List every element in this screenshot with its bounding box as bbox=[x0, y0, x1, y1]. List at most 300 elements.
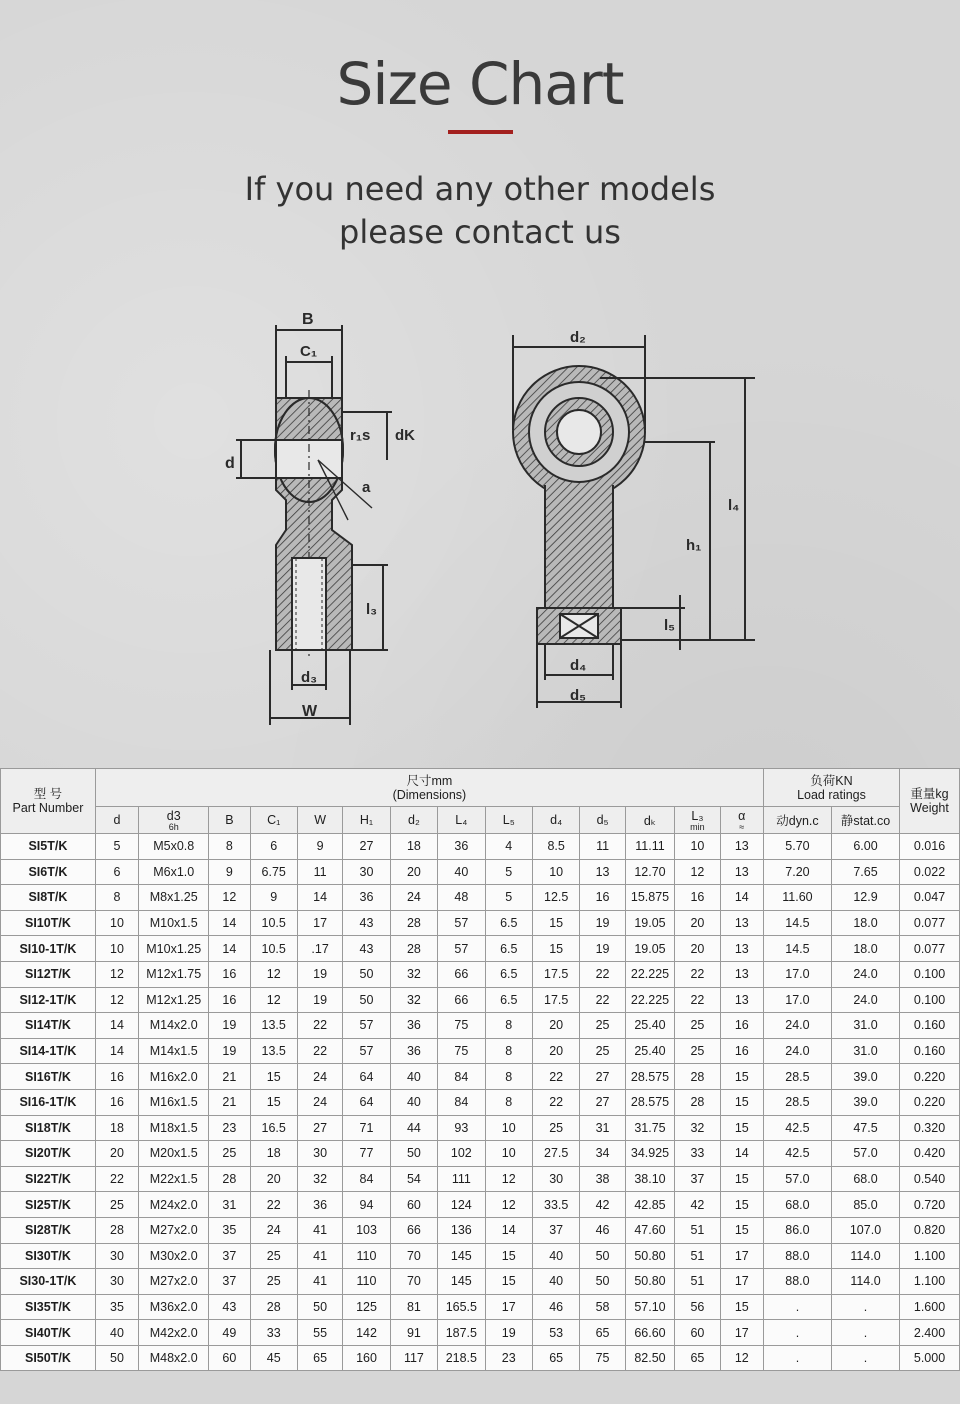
table-cell: 10 bbox=[95, 910, 138, 936]
table-cell: 57.0 bbox=[831, 1141, 899, 1167]
table-cell: 21 bbox=[209, 1089, 250, 1115]
table-cell: 12 bbox=[720, 1345, 763, 1371]
table-cell: 103 bbox=[343, 1217, 390, 1243]
label-l4: l₄ bbox=[728, 497, 740, 514]
table-cell: 40 bbox=[390, 1089, 437, 1115]
table-cell: 13 bbox=[720, 961, 763, 987]
table-cell: 24 bbox=[250, 1217, 297, 1243]
header-weight: 重量kg Weight bbox=[900, 769, 960, 834]
table-cell: 0.720 bbox=[900, 1192, 960, 1218]
table-row bbox=[1, 1141, 960, 1167]
table-cell: 12 bbox=[675, 859, 720, 885]
part-number-cell: SI50T/K bbox=[1, 1345, 96, 1371]
table-cell: M24x2.0 bbox=[139, 1192, 209, 1218]
table-cell: 37 bbox=[209, 1269, 250, 1295]
table-row bbox=[1, 859, 960, 885]
table-cell: 43 bbox=[343, 936, 390, 962]
table-cell: 57 bbox=[343, 1013, 390, 1039]
table-cell: 50.80 bbox=[625, 1269, 674, 1295]
table-cell: 124 bbox=[438, 1192, 485, 1218]
label-W: W bbox=[302, 703, 318, 720]
table-cell: 14.5 bbox=[763, 936, 831, 962]
table-cell: 64 bbox=[343, 1064, 390, 1090]
table-cell: 8.5 bbox=[532, 834, 579, 860]
table-cell: 71 bbox=[343, 1115, 390, 1141]
table-cell: 35 bbox=[95, 1294, 138, 1320]
table-cell: 16 bbox=[720, 1038, 763, 1064]
table-cell: 66 bbox=[390, 1217, 437, 1243]
table-cell: 31.0 bbox=[831, 1038, 899, 1064]
table-row bbox=[1, 885, 960, 911]
col-d3: d3 6h bbox=[139, 807, 209, 834]
table-cell: 7.65 bbox=[831, 859, 899, 885]
table-cell: 84 bbox=[343, 1166, 390, 1192]
part-number-cell: SI14-1T/K bbox=[1, 1038, 96, 1064]
table-cell: 75 bbox=[580, 1345, 625, 1371]
table-cell: 38.10 bbox=[625, 1166, 674, 1192]
table-cell: 33.5 bbox=[532, 1192, 579, 1218]
table-cell: 19.05 bbox=[625, 936, 674, 962]
table-cell: 34.925 bbox=[625, 1141, 674, 1167]
table-cell: 94 bbox=[343, 1192, 390, 1218]
table-cell: 107.0 bbox=[831, 1217, 899, 1243]
label-h1: h₁ bbox=[686, 537, 702, 554]
table-cell: 28.575 bbox=[625, 1089, 674, 1115]
header-load-ratings: 负荷KN Load ratings bbox=[763, 769, 899, 807]
table-cell: 102 bbox=[438, 1141, 485, 1167]
table-cell: . bbox=[831, 1345, 899, 1371]
table-cell: 44 bbox=[390, 1115, 437, 1141]
table-cell: 57.0 bbox=[763, 1166, 831, 1192]
table-cell: 22 bbox=[675, 987, 720, 1013]
table-cell: 30 bbox=[95, 1243, 138, 1269]
table-cell: 24.0 bbox=[831, 961, 899, 987]
table-cell: 53 bbox=[532, 1320, 579, 1346]
table-cell: 0.320 bbox=[900, 1115, 960, 1141]
table-cell: 110 bbox=[343, 1269, 390, 1295]
table-cell: 5 bbox=[485, 859, 532, 885]
table-cell: 32 bbox=[390, 961, 437, 987]
table-cell: 30 bbox=[343, 859, 390, 885]
table-cell: 145 bbox=[438, 1269, 485, 1295]
table-cell: 114.0 bbox=[831, 1243, 899, 1269]
table-cell: 9 bbox=[297, 834, 342, 860]
label-l3: l₃ bbox=[366, 601, 378, 618]
table-cell: 46 bbox=[532, 1294, 579, 1320]
table-cell: 13 bbox=[580, 859, 625, 885]
table-cell: 0.160 bbox=[900, 1038, 960, 1064]
table-cell: 60 bbox=[390, 1192, 437, 1218]
table-cell: 48 bbox=[438, 885, 485, 911]
table-cell: 27 bbox=[343, 834, 390, 860]
page-subtitle bbox=[0, 168, 960, 254]
label-d4: d₄ bbox=[570, 657, 587, 674]
table-cell: 15 bbox=[720, 1192, 763, 1218]
part-number-cell: SI5T/K bbox=[1, 834, 96, 860]
table-cell: 21 bbox=[209, 1064, 250, 1090]
table-cell: 20 bbox=[390, 859, 437, 885]
table-cell: 41 bbox=[297, 1269, 342, 1295]
table-cell: 0.220 bbox=[900, 1089, 960, 1115]
table-cell: 24 bbox=[297, 1089, 342, 1115]
table-cell: 0.220 bbox=[900, 1064, 960, 1090]
table-cell: 0.016 bbox=[900, 834, 960, 860]
header-dimensions: 尺寸mm (Dimensions) bbox=[95, 769, 763, 807]
part-number-cell: SI30-1T/K bbox=[1, 1269, 96, 1295]
table-cell: 20 bbox=[532, 1013, 579, 1039]
table-cell: 43 bbox=[343, 910, 390, 936]
table-cell: 28.5 bbox=[763, 1089, 831, 1115]
col-H1: H₁ bbox=[343, 807, 390, 834]
table-cell: 37 bbox=[209, 1243, 250, 1269]
table-cell: M22x1.5 bbox=[139, 1166, 209, 1192]
table-cell: 15 bbox=[720, 1064, 763, 1090]
part-number-cell: SI10T/K bbox=[1, 910, 96, 936]
table-cell: 22 bbox=[95, 1166, 138, 1192]
table-cell: 17.0 bbox=[763, 987, 831, 1013]
table-cell: 17 bbox=[720, 1269, 763, 1295]
table-cell: 22 bbox=[580, 961, 625, 987]
table-cell: 22 bbox=[297, 1013, 342, 1039]
table-cell: . bbox=[763, 1320, 831, 1346]
table-cell: 81 bbox=[390, 1294, 437, 1320]
label-l5: l₅ bbox=[664, 617, 676, 634]
col-dk: dₖ bbox=[625, 807, 674, 834]
table-cell: 85.0 bbox=[831, 1192, 899, 1218]
table-cell: 70 bbox=[390, 1243, 437, 1269]
table-cell: 17 bbox=[720, 1243, 763, 1269]
table-body bbox=[1, 834, 960, 1371]
table-cell: 7.20 bbox=[763, 859, 831, 885]
table-cell: 28 bbox=[250, 1294, 297, 1320]
table-cell: 16 bbox=[580, 885, 625, 911]
table-cell: M27x2.0 bbox=[139, 1269, 209, 1295]
col-d: d bbox=[95, 807, 138, 834]
table-cell: 10 bbox=[485, 1141, 532, 1167]
table-cell: 88.0 bbox=[763, 1243, 831, 1269]
part-number-cell: SI16T/K bbox=[1, 1064, 96, 1090]
table-row bbox=[1, 1166, 960, 1192]
col-d2: d₂ bbox=[390, 807, 437, 834]
table-cell: 0.077 bbox=[900, 936, 960, 962]
label-a: a bbox=[362, 479, 371, 496]
table-cell: 0.100 bbox=[900, 961, 960, 987]
col-B: B bbox=[209, 807, 250, 834]
table-cell: 22 bbox=[250, 1192, 297, 1218]
col-alpha: α ≈ bbox=[720, 807, 763, 834]
table-cell: 51 bbox=[675, 1243, 720, 1269]
table-cell: 16 bbox=[95, 1089, 138, 1115]
table-cell: M18x1.5 bbox=[139, 1115, 209, 1141]
table-cell: 27 bbox=[297, 1115, 342, 1141]
table-cell: 31 bbox=[580, 1115, 625, 1141]
table-cell: 39.0 bbox=[831, 1064, 899, 1090]
table-cell: . bbox=[763, 1294, 831, 1320]
table-cell: 15 bbox=[532, 910, 579, 936]
table-cell: 0.077 bbox=[900, 910, 960, 936]
part-number-cell: SI40T/K bbox=[1, 1320, 96, 1346]
table-cell: 65 bbox=[675, 1345, 720, 1371]
table-cell: 10.5 bbox=[250, 936, 297, 962]
table-cell: 111 bbox=[438, 1166, 485, 1192]
table-cell: 50 bbox=[343, 961, 390, 987]
part-number-cell: SI35T/K bbox=[1, 1294, 96, 1320]
table-cell: 31 bbox=[209, 1192, 250, 1218]
table-cell: 6.5 bbox=[485, 987, 532, 1013]
col-d4: d₄ bbox=[532, 807, 579, 834]
table-cell: 13 bbox=[720, 910, 763, 936]
table-cell: 0.022 bbox=[900, 859, 960, 885]
table-cell: 37 bbox=[532, 1217, 579, 1243]
table-cell: 5 bbox=[485, 885, 532, 911]
table-cell: 45 bbox=[250, 1345, 297, 1371]
table-cell: 28 bbox=[390, 910, 437, 936]
table-cell: 19 bbox=[485, 1320, 532, 1346]
table-cell: 25.40 bbox=[625, 1038, 674, 1064]
table-cell: M20x1.5 bbox=[139, 1141, 209, 1167]
table-row bbox=[1, 1013, 960, 1039]
table-cell: 6 bbox=[95, 859, 138, 885]
table-cell: 40 bbox=[438, 859, 485, 885]
table-cell: 15 bbox=[532, 936, 579, 962]
table-cell: 18.0 bbox=[831, 936, 899, 962]
table-cell: M42x2.0 bbox=[139, 1320, 209, 1346]
part-number-cell: SI18T/K bbox=[1, 1115, 96, 1141]
table-cell: 13 bbox=[720, 987, 763, 1013]
table-cell: 47.60 bbox=[625, 1217, 674, 1243]
col-d5: d₅ bbox=[580, 807, 625, 834]
table-cell: 10.5 bbox=[250, 910, 297, 936]
table-cell: 23 bbox=[485, 1345, 532, 1371]
table-cell: 28 bbox=[95, 1217, 138, 1243]
table-cell: 12.9 bbox=[831, 885, 899, 911]
table-cell: 0.100 bbox=[900, 987, 960, 1013]
table-cell: 28.5 bbox=[763, 1064, 831, 1090]
table-cell: 65 bbox=[297, 1345, 342, 1371]
table-cell: 15 bbox=[720, 1294, 763, 1320]
table-cell: 19 bbox=[297, 987, 342, 1013]
table-cell: 42.5 bbox=[763, 1115, 831, 1141]
table-cell: 8 bbox=[209, 834, 250, 860]
table-cell: 77 bbox=[343, 1141, 390, 1167]
table-cell: 25 bbox=[675, 1038, 720, 1064]
table-cell: M16x2.0 bbox=[139, 1064, 209, 1090]
table-cell: 8 bbox=[485, 1064, 532, 1090]
table-cell: 40 bbox=[532, 1269, 579, 1295]
table-cell: 24 bbox=[390, 885, 437, 911]
table-cell: 50 bbox=[580, 1243, 625, 1269]
table-cell: 25 bbox=[580, 1013, 625, 1039]
table-cell: 23 bbox=[209, 1115, 250, 1141]
table-cell: 2.400 bbox=[900, 1320, 960, 1346]
table-row bbox=[1, 961, 960, 987]
table-cell: 50 bbox=[297, 1294, 342, 1320]
table-cell: 165.5 bbox=[438, 1294, 485, 1320]
label-C1: C₁ bbox=[300, 343, 318, 360]
label-r1s: r₁s bbox=[350, 427, 371, 444]
table-cell: 19 bbox=[209, 1013, 250, 1039]
table-cell: 75 bbox=[438, 1038, 485, 1064]
table-cell: 36 bbox=[438, 834, 485, 860]
table-cell: 4 bbox=[485, 834, 532, 860]
table-cell: 46 bbox=[580, 1217, 625, 1243]
table-cell: 16.5 bbox=[250, 1115, 297, 1141]
part-number-cell: SI25T/K bbox=[1, 1192, 96, 1218]
table-cell: M27x2.0 bbox=[139, 1217, 209, 1243]
table-cell: 42 bbox=[580, 1192, 625, 1218]
table-cell: .17 bbox=[297, 936, 342, 962]
table-cell: 28 bbox=[675, 1089, 720, 1115]
label-d3: d₃ bbox=[301, 669, 318, 686]
col-W: W bbox=[297, 807, 342, 834]
table-cell: 8 bbox=[485, 1038, 532, 1064]
table-cell: 50 bbox=[343, 987, 390, 1013]
table-cell: M12x1.25 bbox=[139, 987, 209, 1013]
table-cell: 8 bbox=[95, 885, 138, 911]
table-cell: 142 bbox=[343, 1320, 390, 1346]
table-cell: 14.5 bbox=[763, 910, 831, 936]
table-cell: 18 bbox=[250, 1141, 297, 1167]
table-cell: 32 bbox=[297, 1166, 342, 1192]
table-cell: 25 bbox=[250, 1269, 297, 1295]
table-cell: 22 bbox=[532, 1064, 579, 1090]
table-cell: 0.820 bbox=[900, 1217, 960, 1243]
label-dK: dK bbox=[395, 427, 415, 444]
table-row bbox=[1, 834, 960, 860]
table-cell: 6 bbox=[250, 834, 297, 860]
table-cell: 16 bbox=[95, 1064, 138, 1090]
table-cell: 13.5 bbox=[250, 1013, 297, 1039]
part-number-cell: SI16-1T/K bbox=[1, 1089, 96, 1115]
table-cell: 22.225 bbox=[625, 961, 674, 987]
table-cell: 41 bbox=[297, 1217, 342, 1243]
table-cell: 14 bbox=[209, 936, 250, 962]
table-cell: . bbox=[831, 1320, 899, 1346]
table-cell: 28.575 bbox=[625, 1064, 674, 1090]
table-cell: 50 bbox=[390, 1141, 437, 1167]
table-cell: 24 bbox=[297, 1064, 342, 1090]
table-cell: 51 bbox=[675, 1217, 720, 1243]
table-cell: 18 bbox=[95, 1115, 138, 1141]
table-cell: M5x0.8 bbox=[139, 834, 209, 860]
table-cell: 49 bbox=[209, 1320, 250, 1346]
table-cell: 12 bbox=[250, 987, 297, 1013]
table-cell: 24.0 bbox=[831, 987, 899, 1013]
table-cell: M10x1.25 bbox=[139, 936, 209, 962]
table-cell: 16 bbox=[209, 987, 250, 1013]
table-cell: 31.0 bbox=[831, 1013, 899, 1039]
table-cell: 18 bbox=[390, 834, 437, 860]
table-cell: 13.5 bbox=[250, 1038, 297, 1064]
table-cell: 14 bbox=[485, 1217, 532, 1243]
table-cell: 40 bbox=[95, 1320, 138, 1346]
table-cell: 66 bbox=[438, 961, 485, 987]
part-number-cell: SI20T/K bbox=[1, 1141, 96, 1167]
label-d: d bbox=[225, 455, 235, 472]
table-cell: 6.00 bbox=[831, 834, 899, 860]
label-d5: d₅ bbox=[570, 687, 587, 704]
size-chart-table bbox=[0, 768, 960, 1371]
table-cell: 14 bbox=[297, 885, 342, 911]
table-cell: 6.5 bbox=[485, 910, 532, 936]
table-cell: M30x2.0 bbox=[139, 1243, 209, 1269]
table-cell: 42.5 bbox=[763, 1141, 831, 1167]
table-cell: 34 bbox=[580, 1141, 625, 1167]
table-cell: 22.225 bbox=[625, 987, 674, 1013]
table-cell: 30 bbox=[532, 1166, 579, 1192]
table-cell: 40 bbox=[532, 1243, 579, 1269]
table-cell: 15 bbox=[485, 1269, 532, 1295]
table-cell: 27 bbox=[580, 1064, 625, 1090]
table-cell: M14x2.0 bbox=[139, 1013, 209, 1039]
table-cell: 82.50 bbox=[625, 1345, 674, 1371]
table-cell: 25 bbox=[580, 1038, 625, 1064]
table-cell: 50 bbox=[580, 1269, 625, 1295]
table-cell: 19 bbox=[580, 910, 625, 936]
table-cell: 22 bbox=[580, 987, 625, 1013]
table-cell: M8x1.25 bbox=[139, 885, 209, 911]
table-cell: 13 bbox=[720, 859, 763, 885]
table-cell: 57 bbox=[438, 910, 485, 936]
table-cell: 66.60 bbox=[625, 1320, 674, 1346]
table-cell: 57 bbox=[438, 936, 485, 962]
col-L4: L₄ bbox=[438, 807, 485, 834]
table-cell: 57 bbox=[343, 1038, 390, 1064]
table-cell: 13 bbox=[720, 936, 763, 962]
table-cell: 39.0 bbox=[831, 1089, 899, 1115]
table-cell: M14x1.5 bbox=[139, 1038, 209, 1064]
table-cell: 93 bbox=[438, 1115, 485, 1141]
table-cell: 19 bbox=[297, 961, 342, 987]
table-cell: 25 bbox=[209, 1141, 250, 1167]
table-cell: M10x1.5 bbox=[139, 910, 209, 936]
table-cell: M36x2.0 bbox=[139, 1294, 209, 1320]
table-cell: 70 bbox=[390, 1269, 437, 1295]
table-cell: 218.5 bbox=[438, 1345, 485, 1371]
table-cell: 20 bbox=[532, 1038, 579, 1064]
table-row bbox=[1, 987, 960, 1013]
table-cell: 19.05 bbox=[625, 910, 674, 936]
table-cell: 28 bbox=[675, 1064, 720, 1090]
table-cell: 9 bbox=[250, 885, 297, 911]
table-cell: 20 bbox=[95, 1141, 138, 1167]
col-C1: C₁ bbox=[250, 807, 297, 834]
table-cell: 50.80 bbox=[625, 1243, 674, 1269]
part-number-cell: SI12-1T/K bbox=[1, 987, 96, 1013]
table-cell: 12 bbox=[95, 987, 138, 1013]
col-L3: L₃ min bbox=[675, 807, 720, 834]
table-cell: 28 bbox=[390, 936, 437, 962]
table-cell: 8 bbox=[485, 1013, 532, 1039]
table-row bbox=[1, 1217, 960, 1243]
table-cell: 36 bbox=[343, 885, 390, 911]
table-cell: 6.75 bbox=[250, 859, 297, 885]
table-cell: 18.0 bbox=[831, 910, 899, 936]
table-cell: . bbox=[831, 1294, 899, 1320]
table-cell: 58 bbox=[580, 1294, 625, 1320]
table-cell: 84 bbox=[438, 1064, 485, 1090]
table-cell: 65 bbox=[532, 1345, 579, 1371]
table-cell: 84 bbox=[438, 1089, 485, 1115]
table-cell: 12.5 bbox=[532, 885, 579, 911]
table-cell: 56 bbox=[675, 1294, 720, 1320]
table-cell: 60 bbox=[675, 1320, 720, 1346]
table-cell: 32 bbox=[390, 987, 437, 1013]
table-cell: 5 bbox=[95, 834, 138, 860]
table-cell: 54 bbox=[390, 1166, 437, 1192]
table-cell: 12 bbox=[485, 1192, 532, 1218]
table-cell: 30 bbox=[297, 1141, 342, 1167]
